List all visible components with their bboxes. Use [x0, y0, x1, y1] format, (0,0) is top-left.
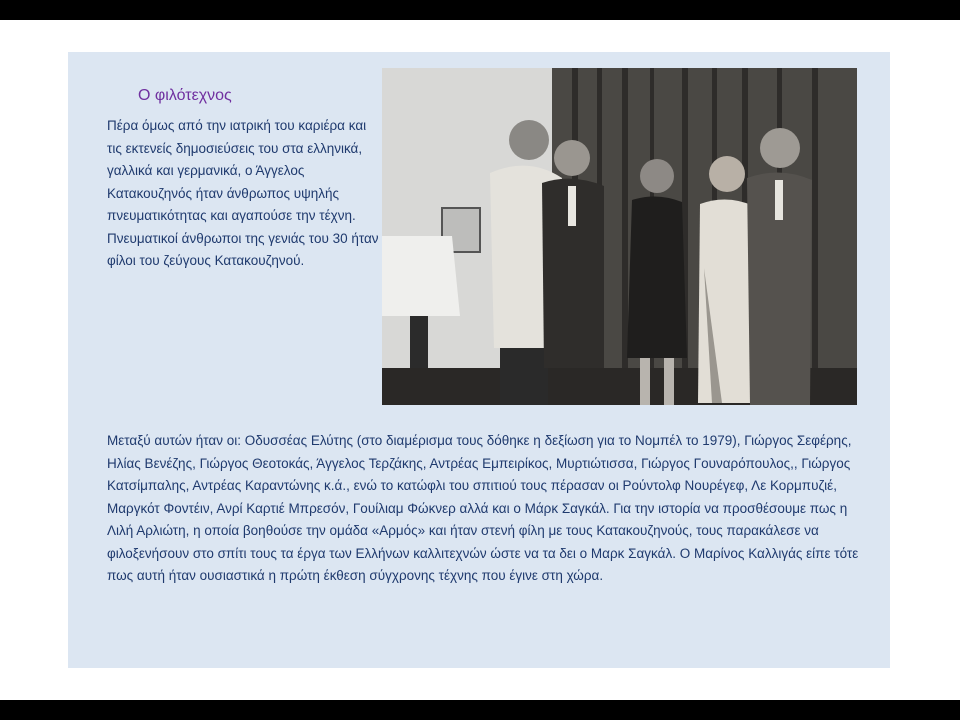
- bottom-letterbox-bar: [0, 700, 960, 720]
- group-photo: [382, 68, 857, 405]
- intro-paragraph: Πέρα όμως από την ιατρική του καριέρα και τις εκτενείς δημοσιεύσεις του στα ελληνικά, γαλλικά και γερμανικά, ο Άγγελος Κατακουζηνός ήταν άνθρωπος υψηλής πνευματικότητας και αγαπούσε την τέχνη. Πνευματικοί άνθρωποι της γενιάς του 30 ήταν φίλοι του ζεύγους Κατακουζηνού.: [107, 118, 379, 268]
- section-title: Ο φιλότεχνος: [138, 87, 232, 104]
- body-paragraph: Μεταξύ αυτών ήταν οι: Οδυσσέας Ελύτης (στο διαμέρισμα τους δόθηκε η δεξίωση για το Νομπέλ το 1979), Γιώργος Σεφέρης, Ηλίας Βενέζης, Γιώργος Θεοτοκάς, Άγγελος Τερζάκης, Αντρέας Εμπειρίκος, Μυρτιώτισσα, Γιώργος Γουναρόπουλος,, Γιώργος Κατσίμπαλης, Αντρέας Καραντώνης κ.ά., ενώ το κατώφλι του σπιτιού τους πέρασαν οι Ρούντολφ Νουρέγεφ, Λε Κορμπυζιέ, Μαργκότ Φοντέιν, Ανρί Καρτιέ Μπρεσόν, Γουίλιαμ Φώκνερ αλλά και ο Μάρκ Σαγκάλ. Για την ιστορία να προσθέσουμε πως η Λιλή Αρλιώτη, η οποία βοηθούσε την ομάδα «Αρμός» και ήταν στενή φίλη με τους Κατακουζηνούς, τους παρακάλεσε να φιλοξενήσουν στο σπίτι τους τα έργα των Ελλήνων καλλιτεχνών ώστε να τα δει ο Μαρκ Σαγκάλ. Ο Μαρίνος Καλλιγάς είπε τότε πως αυτή ήταν ουσιαστικά η πρώτη έκθεση σύγχρονης τέχνης που έγινε στη χώρα.: [107, 433, 859, 583]
- top-letterbox-bar: [0, 0, 960, 20]
